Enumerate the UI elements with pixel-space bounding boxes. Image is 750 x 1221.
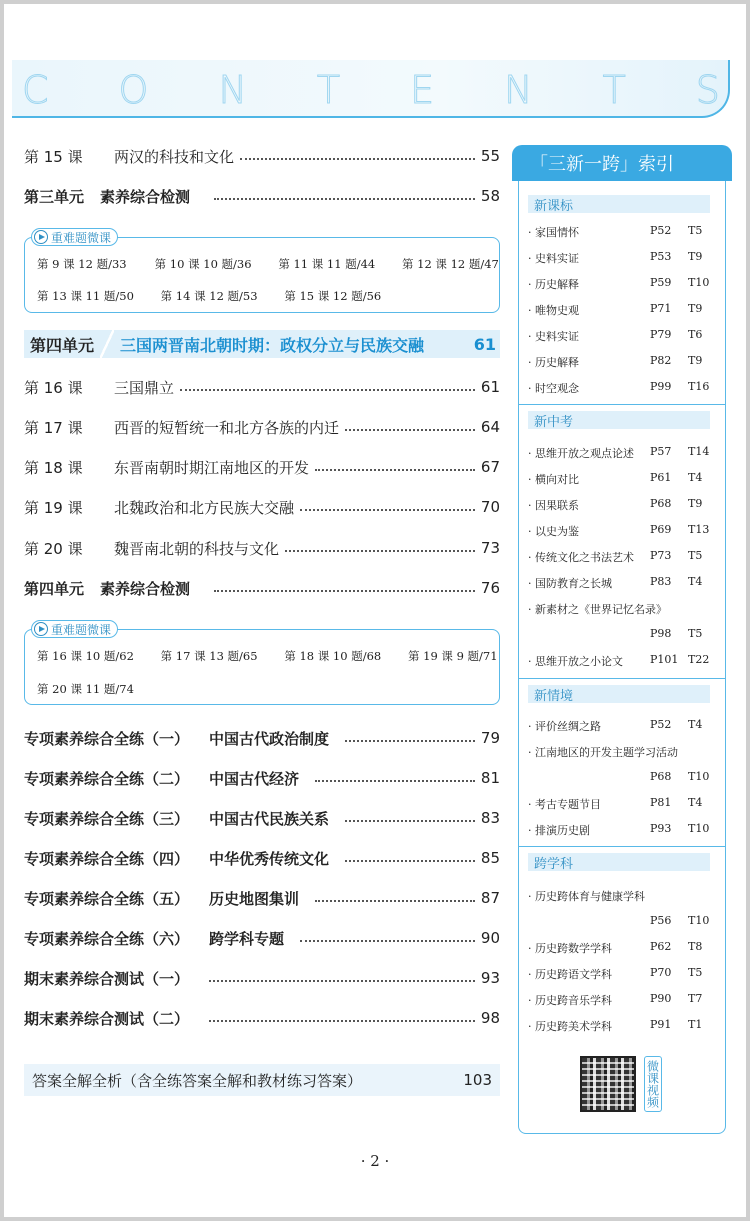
qr-code[interactable] bbox=[580, 1056, 636, 1112]
index-item[interactable]: · 史料实证 P79 T6 bbox=[528, 328, 703, 343]
contents-letter: O bbox=[118, 68, 151, 112]
index-item[interactable]: · 以史为鉴 P69 T13 bbox=[528, 523, 710, 538]
unit4-banner[interactable] bbox=[24, 330, 500, 358]
micro-lesson-tag[interactable]: 重难题微课 bbox=[31, 620, 118, 638]
special-label: 专项素养综合全练（三） bbox=[24, 809, 190, 828]
micro-lesson-item[interactable]: 第 17 课 13 题/65 bbox=[160, 649, 258, 663]
leader-dots bbox=[345, 860, 475, 862]
leader-dots bbox=[180, 389, 475, 391]
index-item[interactable]: · 横向对比 P61 T4 bbox=[528, 471, 703, 486]
toc-entry-lesson-17[interactable] bbox=[24, 415, 500, 439]
special-label: 专项素养综合全练（二） bbox=[24, 769, 190, 788]
leader-dots bbox=[285, 550, 475, 552]
micro-lesson-box bbox=[24, 230, 500, 313]
index-item[interactable]: · 唯物史观 P71 T9 bbox=[528, 302, 703, 317]
micro-lesson-item[interactable]: 第 16 课 10 题/62 bbox=[37, 649, 134, 663]
toc-entry-lesson-19[interactable] bbox=[24, 495, 500, 519]
lesson-number: 第 18 课 bbox=[24, 458, 83, 477]
micro-lesson-item[interactable]: 第 9 课 12 题/33 bbox=[37, 257, 127, 271]
page-ref: 79 bbox=[480, 729, 500, 747]
toc-entry-lesson-15[interactable] bbox=[24, 144, 500, 168]
index-item[interactable]: · 历史解释 P82 T9 bbox=[528, 354, 703, 369]
page-number: · 2 · bbox=[360, 1152, 390, 1170]
lesson-number: 第 17 课 bbox=[24, 418, 83, 437]
contents-letter: N bbox=[504, 68, 535, 112]
special-label: 专项素养综合全练（一） bbox=[24, 729, 190, 748]
micro-lesson-line bbox=[37, 648, 498, 664]
index-item[interactable]: · 新素材之《世界记忆名录》 bbox=[528, 603, 667, 616]
lesson-title: 三国鼎立 bbox=[114, 378, 175, 397]
leader-dots bbox=[300, 509, 475, 511]
micro-lesson-tag[interactable]: 重难题微课 bbox=[31, 228, 118, 246]
special-title: 中国古代政治制度 bbox=[209, 729, 330, 748]
index-item[interactable]: · 因果联系 P68 T9 bbox=[528, 497, 703, 512]
special-title: 中国古代民族关系 bbox=[209, 809, 330, 828]
page-ref: 98 bbox=[480, 1009, 500, 1027]
unit-label: 第四单元 bbox=[30, 335, 95, 355]
page-ref: 61 bbox=[473, 334, 496, 354]
toc-entry-special-3[interactable] bbox=[24, 806, 500, 830]
index-item[interactable]: · 传统文化之书法艺术 P73 T5 bbox=[528, 549, 703, 564]
lesson-number: 第 16 课 bbox=[24, 378, 83, 397]
index-sidebar bbox=[518, 152, 726, 1134]
section-header-interdisciplinary: 跨学科 bbox=[528, 853, 710, 871]
unit-test-title: 素养综合检测 bbox=[100, 187, 191, 206]
micro-lesson-item[interactable]: 第 14 课 12 题/53 bbox=[160, 289, 258, 303]
contents-letter: C bbox=[22, 68, 51, 112]
toc-entry-final-test-2[interactable] bbox=[24, 1006, 500, 1030]
play-icon bbox=[34, 622, 48, 636]
index-item[interactable]: · 历史跨美术学科 P91 T1 bbox=[528, 1018, 703, 1033]
section-divider bbox=[518, 846, 726, 847]
micro-lesson-item[interactable]: 第 11 课 11 题/44 bbox=[278, 257, 376, 271]
special-label: 专项素养综合全练（五） bbox=[24, 889, 190, 908]
leader-dots bbox=[300, 940, 475, 942]
toc-entry-lesson-20[interactable] bbox=[24, 536, 500, 560]
micro-lesson-item[interactable]: 第 19 课 9 题/71 bbox=[407, 649, 498, 663]
leader-dots bbox=[315, 900, 475, 902]
index-item[interactable]: · 家国情怀 P52 T5 bbox=[528, 224, 703, 239]
index-item[interactable]: · 排演历史剧 P93 T10 bbox=[528, 822, 710, 837]
page-ref: 90 bbox=[480, 929, 500, 947]
special-title: 中国古代经济 bbox=[209, 769, 300, 788]
index-item[interactable]: · 史料实证 P53 T9 bbox=[528, 250, 703, 265]
index-item-ref[interactable]: P56 T10 bbox=[650, 914, 710, 927]
lesson-number: 第 19 课 bbox=[24, 498, 83, 517]
page-ref: 93 bbox=[480, 969, 500, 987]
page-ref: 81 bbox=[480, 769, 500, 787]
toc-entry-special-4[interactable] bbox=[24, 846, 500, 870]
index-item[interactable]: · 国防教育之长城 P83 T4 bbox=[528, 575, 703, 590]
micro-lesson-item[interactable]: 第 20 课 11 题/74 bbox=[37, 682, 134, 696]
toc-entry-special-2[interactable] bbox=[24, 766, 500, 790]
play-icon bbox=[34, 230, 48, 244]
page-ref: 103 bbox=[463, 1071, 492, 1089]
micro-lesson-box bbox=[24, 622, 500, 705]
micro-lesson-item[interactable]: 第 10 课 10 题/36 bbox=[154, 257, 252, 271]
lesson-title: 两汉的科技和文化 bbox=[114, 147, 235, 166]
unit-label: 第四单元 bbox=[24, 579, 85, 598]
leader-dots bbox=[345, 820, 475, 822]
leader-dots bbox=[315, 469, 475, 471]
toc-entry-unit4-test[interactable] bbox=[24, 576, 500, 600]
leader-dots bbox=[345, 429, 475, 431]
index-item[interactable]: · 思维开放之小论文 P101 T22 bbox=[528, 653, 710, 668]
toc-entry-special-5[interactable] bbox=[24, 886, 500, 910]
unit-label: 第三单元 bbox=[24, 187, 85, 206]
video-label: 微课视频 bbox=[644, 1056, 662, 1112]
page-ref: 73 bbox=[480, 539, 500, 557]
leader-dots bbox=[240, 158, 475, 160]
micro-lesson-item[interactable]: 第 12 课 12 题/47 bbox=[401, 257, 499, 271]
special-label: 专项素养综合全练（四） bbox=[24, 849, 190, 868]
lesson-number: 第 15 课 bbox=[24, 147, 83, 166]
leader-dots bbox=[209, 1020, 475, 1022]
index-item[interactable]: · 历史解释 P59 T10 bbox=[528, 276, 710, 291]
index-item[interactable]: · 历史跨语文学科 P70 T5 bbox=[528, 966, 703, 981]
leader-dots bbox=[315, 780, 475, 782]
index-item[interactable]: · 江南地区的开发主题学习活动 bbox=[528, 746, 678, 759]
index-item[interactable]: · 历史跨音乐学科 P90 T7 bbox=[528, 992, 703, 1007]
page-ref: 76 bbox=[480, 579, 500, 597]
toc-entry-final-test-1[interactable] bbox=[24, 966, 500, 990]
leader-dots bbox=[345, 740, 475, 742]
page-ref: 61 bbox=[480, 378, 500, 396]
page-ref: 64 bbox=[480, 418, 500, 436]
index-item-ref[interactable]: P68 T10 bbox=[650, 770, 710, 783]
page-ref: 70 bbox=[480, 498, 500, 516]
toc-entry-special-1[interactable] bbox=[24, 726, 500, 750]
contents-letter: T bbox=[602, 68, 628, 112]
sidebar-title: 「三新一跨」索引 bbox=[512, 145, 732, 181]
special-title: 历史地图集训 bbox=[209, 889, 300, 908]
unit-title: 三国两晋南北朝时期：政权分立与民族交融 bbox=[120, 335, 425, 355]
micro-lesson-line bbox=[37, 288, 381, 304]
micro-lesson-item[interactable]: 第 15 课 12 题/56 bbox=[284, 289, 382, 303]
section-header-new-exam: 新中考 bbox=[528, 411, 710, 429]
toc-entry-unit3-test[interactable] bbox=[24, 184, 500, 208]
final-test-label: 期末素养综合测试（二） bbox=[24, 1009, 190, 1028]
page-ref: 85 bbox=[480, 849, 500, 867]
leader-dots bbox=[214, 590, 475, 592]
lesson-number: 第 20 课 bbox=[24, 539, 83, 558]
contents-letter: S bbox=[695, 68, 722, 112]
index-item[interactable]: · 考古专题节目 P81 T4 bbox=[528, 796, 703, 811]
page-ref: 87 bbox=[480, 889, 500, 907]
toc-entry-lesson-18[interactable] bbox=[24, 455, 500, 479]
section-divider bbox=[518, 678, 726, 679]
page-ref: 67 bbox=[480, 458, 500, 476]
page-ref: 58 bbox=[480, 187, 500, 205]
section-header-new-context: 新情境 bbox=[528, 685, 710, 703]
leader-dots bbox=[214, 198, 475, 200]
slash-divider bbox=[100, 330, 114, 358]
micro-lesson-item[interactable]: 第 13 课 11 题/50 bbox=[37, 289, 134, 303]
lesson-title: 西晋的短暂统一和北方各族的内迁 bbox=[114, 418, 340, 437]
contents-letter: T bbox=[316, 68, 343, 112]
index-item-ref[interactable]: P98 T5 bbox=[650, 627, 703, 640]
toc-entry-lesson-16[interactable] bbox=[24, 375, 500, 399]
page-ref: 83 bbox=[480, 809, 500, 827]
index-item[interactable]: · 时空观念 P99 T16 bbox=[528, 380, 710, 395]
contents-title bbox=[22, 68, 722, 112]
contents-header bbox=[12, 60, 730, 124]
contents-letter: N bbox=[218, 68, 249, 112]
answer-label: 答案全解全析（含全练答案全解和教材练习答案） bbox=[32, 1071, 363, 1090]
page-ref: 55 bbox=[480, 147, 500, 165]
special-title: 中华优秀传统文化 bbox=[209, 849, 330, 868]
contents-letter: E bbox=[410, 68, 437, 112]
index-item[interactable]: · 评价丝绸之路 P52 T4 bbox=[528, 718, 703, 733]
leader-dots bbox=[209, 980, 475, 982]
special-title: 跨学科专题 bbox=[209, 929, 285, 948]
index-item[interactable]: · 历史跨体育与健康学科 bbox=[528, 890, 645, 903]
index-item[interactable]: · 思维开放之观点论述 P57 T14 bbox=[528, 445, 710, 460]
index-item[interactable]: · 历史跨数学学科 P62 T8 bbox=[528, 940, 703, 955]
special-label: 专项素养综合全练（六） bbox=[24, 929, 190, 948]
micro-lesson-line bbox=[37, 681, 134, 697]
final-test-label: 期末素养综合测试（一） bbox=[24, 969, 190, 988]
unit-test-title: 素养综合检测 bbox=[100, 579, 191, 598]
micro-lesson-item[interactable]: 第 18 课 10 题/68 bbox=[284, 649, 382, 663]
lesson-title: 北魏政治和北方民族大交融 bbox=[114, 498, 295, 517]
section-header-new-curriculum: 新课标 bbox=[528, 195, 710, 213]
section-divider bbox=[518, 404, 726, 405]
micro-lesson-line bbox=[37, 256, 499, 272]
lesson-title: 东晋南朝时期江南地区的开发 bbox=[114, 458, 310, 477]
answer-entry[interactable] bbox=[24, 1064, 500, 1096]
toc-entry-special-6[interactable] bbox=[24, 926, 500, 950]
lesson-title: 魏晋南北朝的科技与文化 bbox=[114, 539, 280, 558]
